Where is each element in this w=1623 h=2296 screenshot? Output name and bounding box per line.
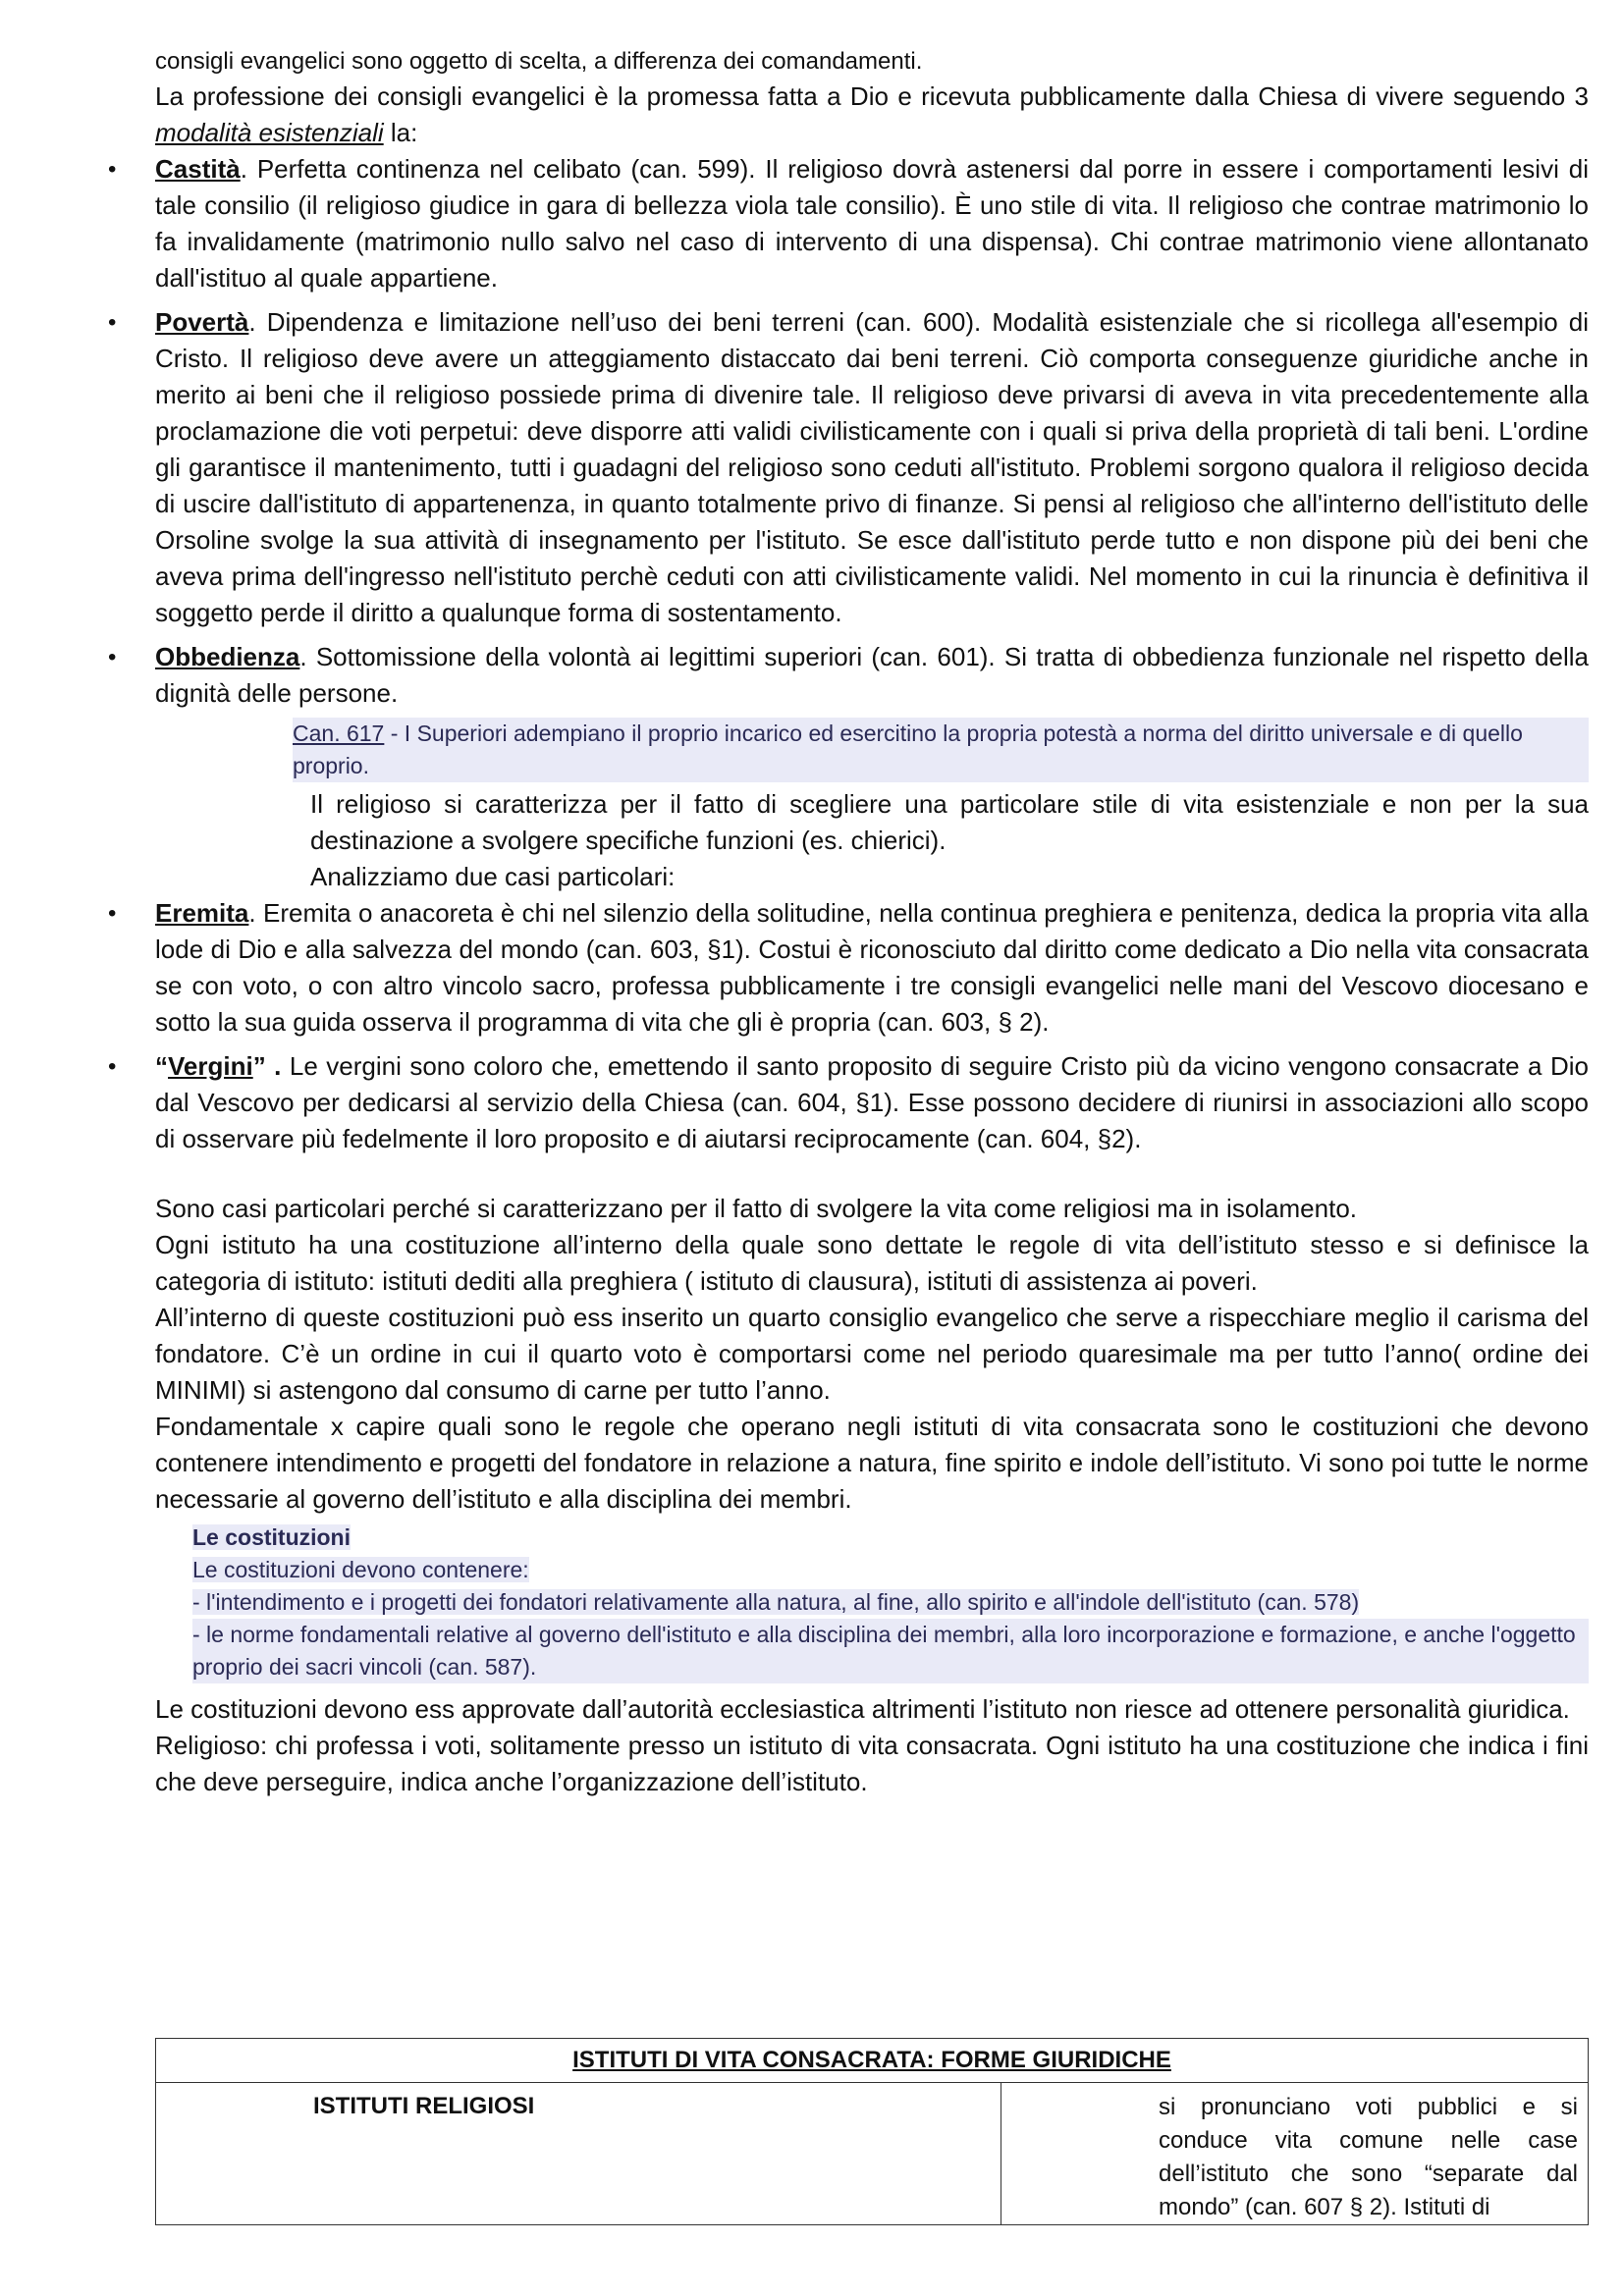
- vow-term: Castità: [155, 154, 241, 184]
- vow-term: Obbedienza: [155, 642, 300, 671]
- body-paragraph: Ogni istituto ha una costituzione all’interno della quale sono dettate le regole di vita dell’istituto stesso e si definisce la categoria di istituto: istituti dediti alla preghiera ( istituto di clausura), istituti di assistenza ai poveri.: [155, 1230, 1589, 1296]
- vows-list: [155, 151, 1589, 712]
- can-617-link[interactable]: Can. 617: [293, 721, 385, 746]
- costituzioni-title: Le costituzioni: [192, 1524, 351, 1550]
- case-suffix: ” .: [252, 1051, 282, 1081]
- costituzioni-intro: Le costituzioni devono contenere:: [192, 1557, 529, 1582]
- table-cell-label: ISTITUTI RELIGIOSI: [156, 2083, 1001, 2225]
- list-item: [155, 151, 1589, 296]
- costituzioni-item: - le norme fondamentali relative al governo dell'istituto e alla disciplina dei membri, alla loro incorporazione e formazione, e anche l'oggetto proprio dei sacri vincoli (can. 587).: [192, 1619, 1589, 1683]
- after-can-intro: Analizziamo due casi particolari:: [310, 862, 676, 891]
- forms-table: [155, 2038, 1589, 2225]
- list-item: [155, 1048, 1589, 1157]
- intro-paragraph: [155, 79, 1589, 151]
- body-paragraph: All’interno di queste costituzioni può ess inserito un quarto consiglio evangelico che serve a rispecchiare meglio il carisma del fondatore. C’è un ordine in cui il quarto voto è comportarsi come nel periodo quaresimale ma per tutto l’anno( ordine dei MINIMI) si astengono dal consumo di carne per tutto l’anno.: [155, 1303, 1589, 1405]
- closing-paragraph: Le costituzioni devono ess approvate dall’autorità ecclesiastica altrimenti l’istituto non riesce ad ottenere personalità giuridica.: [155, 1694, 1570, 1724]
- can-617-text: - I Superiori adempiano il proprio incarico ed esercitino la propria potestà a norma del diritto universale e di quello proprio.: [293, 721, 1523, 778]
- costituzioni-quote: [192, 1522, 1589, 1683]
- modalita-esistenziali: modalità esistenziali: [155, 118, 384, 147]
- body-paragraph: Fondamentale x capire quali sono le regole che operano negli istituti di vita consacrata sono le costituzioni che devono contenere intendimento e progetti del fondatore in relazione a natura, fine spirito e indole dell’istituto. Vi sono poi tutte le norme necessarie al governo dell’istituto e alla disciplina dei membri.: [155, 1412, 1589, 1514]
- vow-text: . Dipendenza e limitazione nell’uso dei beni terreni (can. 600). Modalità esistenziale che si ricollega all'esempio di Cristo. Il religioso deve avere un atteggiamento distaccato dai beni terreni. Ciò comporta conseguenze giuridiche anche in merito ai beni che il religioso possiede prima di divenire tale. Il religioso deve privarsi di aveva in vita precedentemente alla proclamazione die voti perpetui: deve disporre atti validi civilisticamente con i quali si priva della proprietà di tali beni. L'ordine gli garantisce il mantenimento, tutti i guadagni del religioso sono ceduti all'istituto. Problemi sorgono qualora il religioso decida di uscire dall'istituto di appartenenza, in quanto totalmente privo di finanze. Si pensi al religioso che all'interno dell'istituto delle Orsoline svolge la sua attività di insegnamento per l'istituto. Se esce dall'istituto perde tutto e non dispone più dei beni che aveva prima dell'ingresso nell'istituto perchè ceduti con atti civilisticamente validi. Nel momento in cui la rinuncia è definitiva il soggetto perde il diritto a qualunque forma di sostentamento.: [155, 307, 1589, 627]
- table-cell-text: si pronunciano voti pubblici e si conduce vita comune nelle case dell’istituto che sono “separate dal mondo” (can. 607 § 2). Istituti di: [1001, 2083, 1589, 2225]
- intro-text: La professione dei consigli evangelici è la promessa fatta a Dio e ricevuta pubblicamente dalla Chiesa di vivere seguendo 3: [155, 81, 1589, 111]
- vow-text: . Perfetta continenza nel celibato (can. 599). Il religioso dovrà astenersi dal porre in essere i comportamenti lesivi di tale consilio (il religioso giudice in gara di bellezza viola tale consilio). È uno stile di vita. Il religioso che contrae matrimonio lo fa invalidamente (matrimonio nullo salvo nel caso di intervento di una dispensa). Chi contrae matrimonio viene allontanato dall'istituo al quale appartiene.: [155, 154, 1589, 293]
- intro-line: consigli evangelici sono oggetto di scelta, a differenza dei comandamenti.: [155, 48, 923, 75]
- cases-list: [155, 895, 1589, 1157]
- list-item: [155, 639, 1589, 712]
- case-prefix: “: [155, 1051, 168, 1081]
- table-row: [156, 2083, 1589, 2225]
- table-title: ISTITUTI DI VITA CONSACRATA: FORME GIURIDICHE: [156, 2039, 1589, 2083]
- after-can-text: Il religioso si caratterizza per il fatto di scegliere una particolare stile di vita esistenziale e non per la sua destinazione a svolgere specifiche funzioni (es. chierici).: [310, 789, 1589, 855]
- case-text: Le vergini sono coloro che, emettendo il santo proposito di seguire Cristo più da vicino vengono consacrate a Dio dal Vescovo per dedicarsi al servizio della Chiesa (can. 604, §1). Esse possono decidere di riunirsi in associazioni allo scopo di osservare più fedelmente il loro proposito e di aiutarsi reciprocamente (can. 604, §2).: [155, 1051, 1589, 1153]
- document-page: [155, 45, 1589, 1800]
- intro-text-end: la:: [383, 118, 418, 147]
- closing-paragraph: Religioso: chi professa i voti, solitamente presso un istituto di vita consacrata. Ogni istituto ha una costituzione che indica i fini che deve perseguire, indica anche l’organizzazione dell’istituto.: [155, 1731, 1589, 1796]
- case-text: . Eremita o anacoreta è chi nel silenzio della solitudine, nella continua preghiera e penitenza, dedica la propria vita alla lode di Dio e alla salvezza del mondo (can. 603, §1). Costui è riconosciuto dal diritto come dedicato a Dio nella vita consacrata se con voto, o con altro vincolo sacro, professa pubblicamente i tre consigli evangelici nelle mani del Vescovo diocesano e sotto la sua guida osserva il programma di vita che gli è propria (can. 603, § 2).: [155, 898, 1589, 1037]
- list-item: [155, 895, 1589, 1041]
- can-617-quote: [293, 718, 1589, 782]
- body-paragraph: Sono casi particolari perché si caratterizzano per il fatto di svolgere la vita come religiosi ma in isolamento.: [155, 1194, 1358, 1223]
- costituzioni-item: - l'intendimento e i progetti dei fondatori relativamente alla natura, al fine, allo spirito e all'indole dell'istituto (can. 578): [192, 1589, 1360, 1615]
- vow-text: . Sottomissione della volontà ai legittimi superiori (can. 601). Si tratta di obbedienza funzionale nel rispetto della dignità delle persone.: [155, 642, 1589, 708]
- case-term: Vergini: [168, 1051, 253, 1081]
- list-item: [155, 304, 1589, 631]
- case-term: Eremita: [155, 898, 249, 928]
- vow-term: Povertà: [155, 307, 249, 337]
